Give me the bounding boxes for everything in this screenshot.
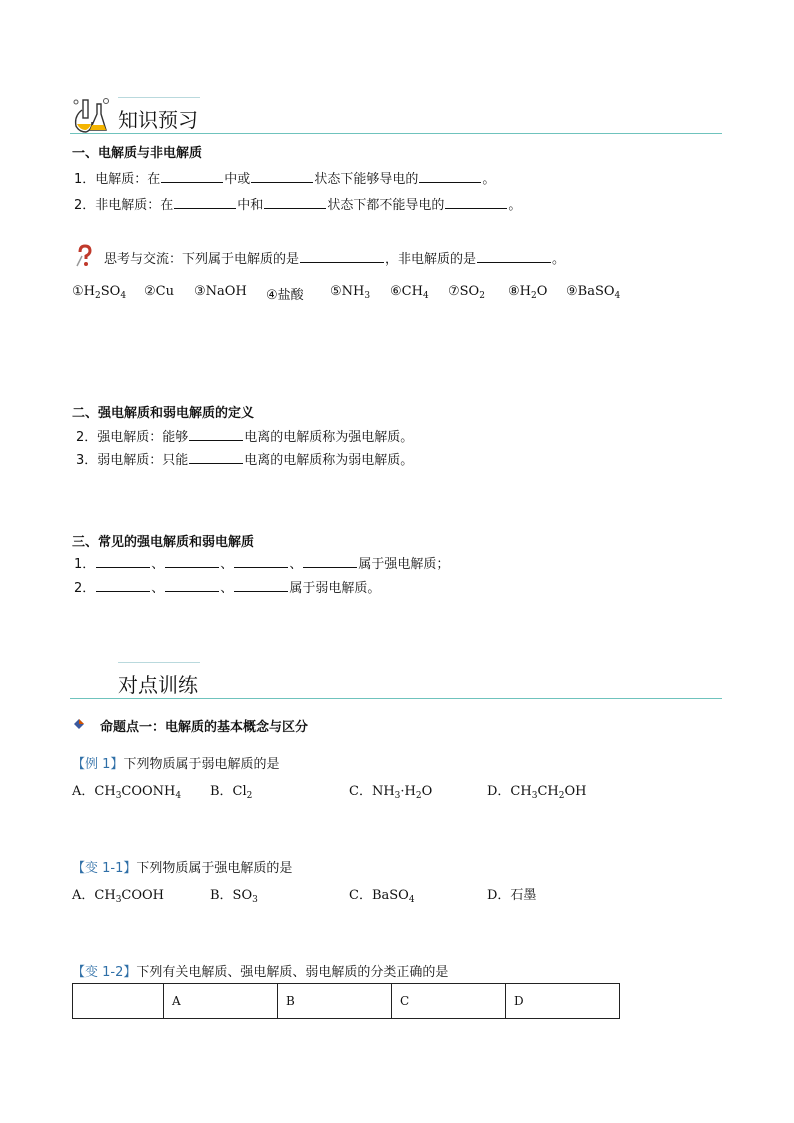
line-text: 。 — [508, 198, 522, 213]
line-number: 2． — [74, 198, 96, 213]
variant-tag: 变 1-2 — [85, 965, 124, 980]
option-b[interactable]: B．$Cl_2$ — [210, 784, 253, 801]
classification-table — [72, 983, 620, 1019]
line-text: 属于弱电解质。 — [289, 581, 381, 596]
part2-line1 — [76, 426, 413, 445]
example-tag: 例 1 — [85, 757, 111, 772]
fill-blank[interactable] — [445, 196, 507, 209]
part3-heading: 三、常见的强电解质和弱电解质 — [72, 535, 255, 550]
line-text: 弱电解质：只能 — [97, 453, 189, 468]
think-text: 思考与交流：下列属于电解质的是 — [104, 252, 300, 267]
line-text: 强电解质：能够 — [97, 430, 189, 445]
diamond-bullet-icon — [74, 718, 84, 728]
fill-blank[interactable] — [189, 451, 243, 464]
line-text: 非电解质：在 — [95, 198, 174, 213]
fill-blank[interactable] — [419, 170, 481, 183]
title-decoration-line — [118, 97, 200, 98]
fill-blank[interactable] — [264, 196, 326, 209]
part1-heading: 一、电解质与非电解质 — [72, 146, 203, 161]
fill-blank[interactable] — [303, 555, 357, 568]
line-number: 2． — [76, 430, 98, 445]
option-c[interactable]: C．$NH_3\cdot H_2O$ — [349, 784, 433, 801]
line-text: 。 — [482, 172, 496, 187]
line-text: 中和 — [237, 198, 264, 213]
table-cell: A — [164, 984, 278, 1019]
question-text: 下列有关电解质、强电解质、弱电解质的分类正确的是 — [136, 965, 449, 980]
substance-item: $⑥CH_4$ — [390, 284, 429, 301]
section-title-preview: 知识预习 — [118, 108, 198, 132]
option-a[interactable]: A．$CH_3COONH_4$ — [72, 784, 182, 801]
fill-blank[interactable] — [165, 555, 219, 568]
table-row — [73, 984, 620, 1019]
chemistry-flask-icon — [70, 96, 112, 134]
table-cell: B — [278, 984, 392, 1019]
example-1-question: 【例 1】下列物质属于弱电解质的是 — [72, 757, 280, 772]
part3-line1: 1． 、 、 、 属于强电解质； — [74, 557, 450, 572]
line-number: 2． — [74, 581, 96, 596]
question-text: 下列物质属于弱电解质的是 — [123, 757, 280, 772]
fill-blank[interactable] — [477, 250, 551, 263]
line-text: 电解质：在 — [95, 172, 161, 187]
option-d[interactable]: D．$CH_3CH_2OH$ — [487, 784, 587, 801]
substance-item: ⑨BaSO$_4$ — [566, 284, 621, 301]
question-mark-icon — [74, 244, 96, 268]
line-number: 1． — [74, 172, 96, 187]
table-cell: D — [506, 984, 620, 1019]
line-text: 中或 — [224, 172, 251, 187]
substance-item: ②Cu — [144, 284, 174, 299]
fill-blank[interactable] — [300, 250, 384, 263]
line-text: 状态下都不能导电的 — [327, 198, 445, 213]
line-text: 属于强电解质； — [358, 557, 450, 572]
section-divider — [70, 133, 722, 134]
topic-heading: 命题点一：电解质的基本概念与区分 — [100, 720, 309, 735]
table-cell: C — [392, 984, 506, 1019]
think-text: ，非电解质的是 — [385, 252, 477, 267]
line-number: 3． — [76, 453, 98, 468]
part2-heading: 二、强电解质和弱电解质的定义 — [72, 406, 255, 421]
substance-item: $①H_2SO_4$ — [72, 284, 127, 301]
table-cell — [73, 984, 164, 1019]
part1-line1 — [74, 168, 495, 187]
option-b[interactable]: B．$SO_3$ — [210, 888, 258, 905]
substance-item: $⑧H_2O$ — [508, 284, 548, 301]
section-title-training: 对点训练 — [118, 673, 198, 697]
fill-blank[interactable] — [251, 170, 313, 183]
fill-blank[interactable] — [161, 170, 223, 183]
part3-line2: 2． 、 、 属于弱电解质。 — [74, 581, 381, 596]
fill-blank[interactable] — [234, 579, 288, 592]
line-text: 状态下能够导电的 — [314, 172, 419, 187]
fill-blank[interactable] — [174, 196, 236, 209]
line-number: 1． — [74, 557, 96, 572]
fill-blank[interactable] — [165, 579, 219, 592]
option-d[interactable]: D．石墨 — [487, 888, 537, 903]
variant-tag: 变 1-1 — [85, 861, 124, 876]
substance-item: $⑤NH_3$ — [330, 284, 371, 301]
section-divider — [70, 698, 722, 699]
fill-blank[interactable] — [96, 579, 150, 592]
option-a[interactable]: A．$CH_3COOH$ — [72, 888, 165, 905]
line-text: 电离的电解质称为弱电解质。 — [244, 453, 414, 468]
variant-1-1-question: 【变 1-1】下列物质属于强电解质的是 — [72, 861, 293, 876]
fill-blank[interactable] — [96, 555, 150, 568]
variant-1-2-question: 【变 1-2】下列有关电解质、强电解质、弱电解质的分类正确的是 — [72, 965, 449, 980]
substance-item: ④盐酸 — [266, 288, 304, 303]
part1-line2 — [74, 194, 521, 213]
think-discuss-line — [104, 248, 565, 267]
think-text: 。 — [552, 252, 566, 267]
substance-item: ③NaOH — [194, 284, 247, 299]
part2-line2 — [76, 449, 413, 468]
line-text: 电离的电解质称为强电解质。 — [244, 430, 414, 445]
fill-blank[interactable] — [189, 428, 243, 441]
title-decoration-line — [118, 662, 200, 663]
substance-item: $⑦SO_2$ — [448, 284, 485, 301]
question-text: 下列物质属于强电解质的是 — [136, 861, 293, 876]
fill-blank[interactable] — [234, 555, 288, 568]
option-c[interactable]: C．BaSO$_4$ — [349, 888, 415, 905]
